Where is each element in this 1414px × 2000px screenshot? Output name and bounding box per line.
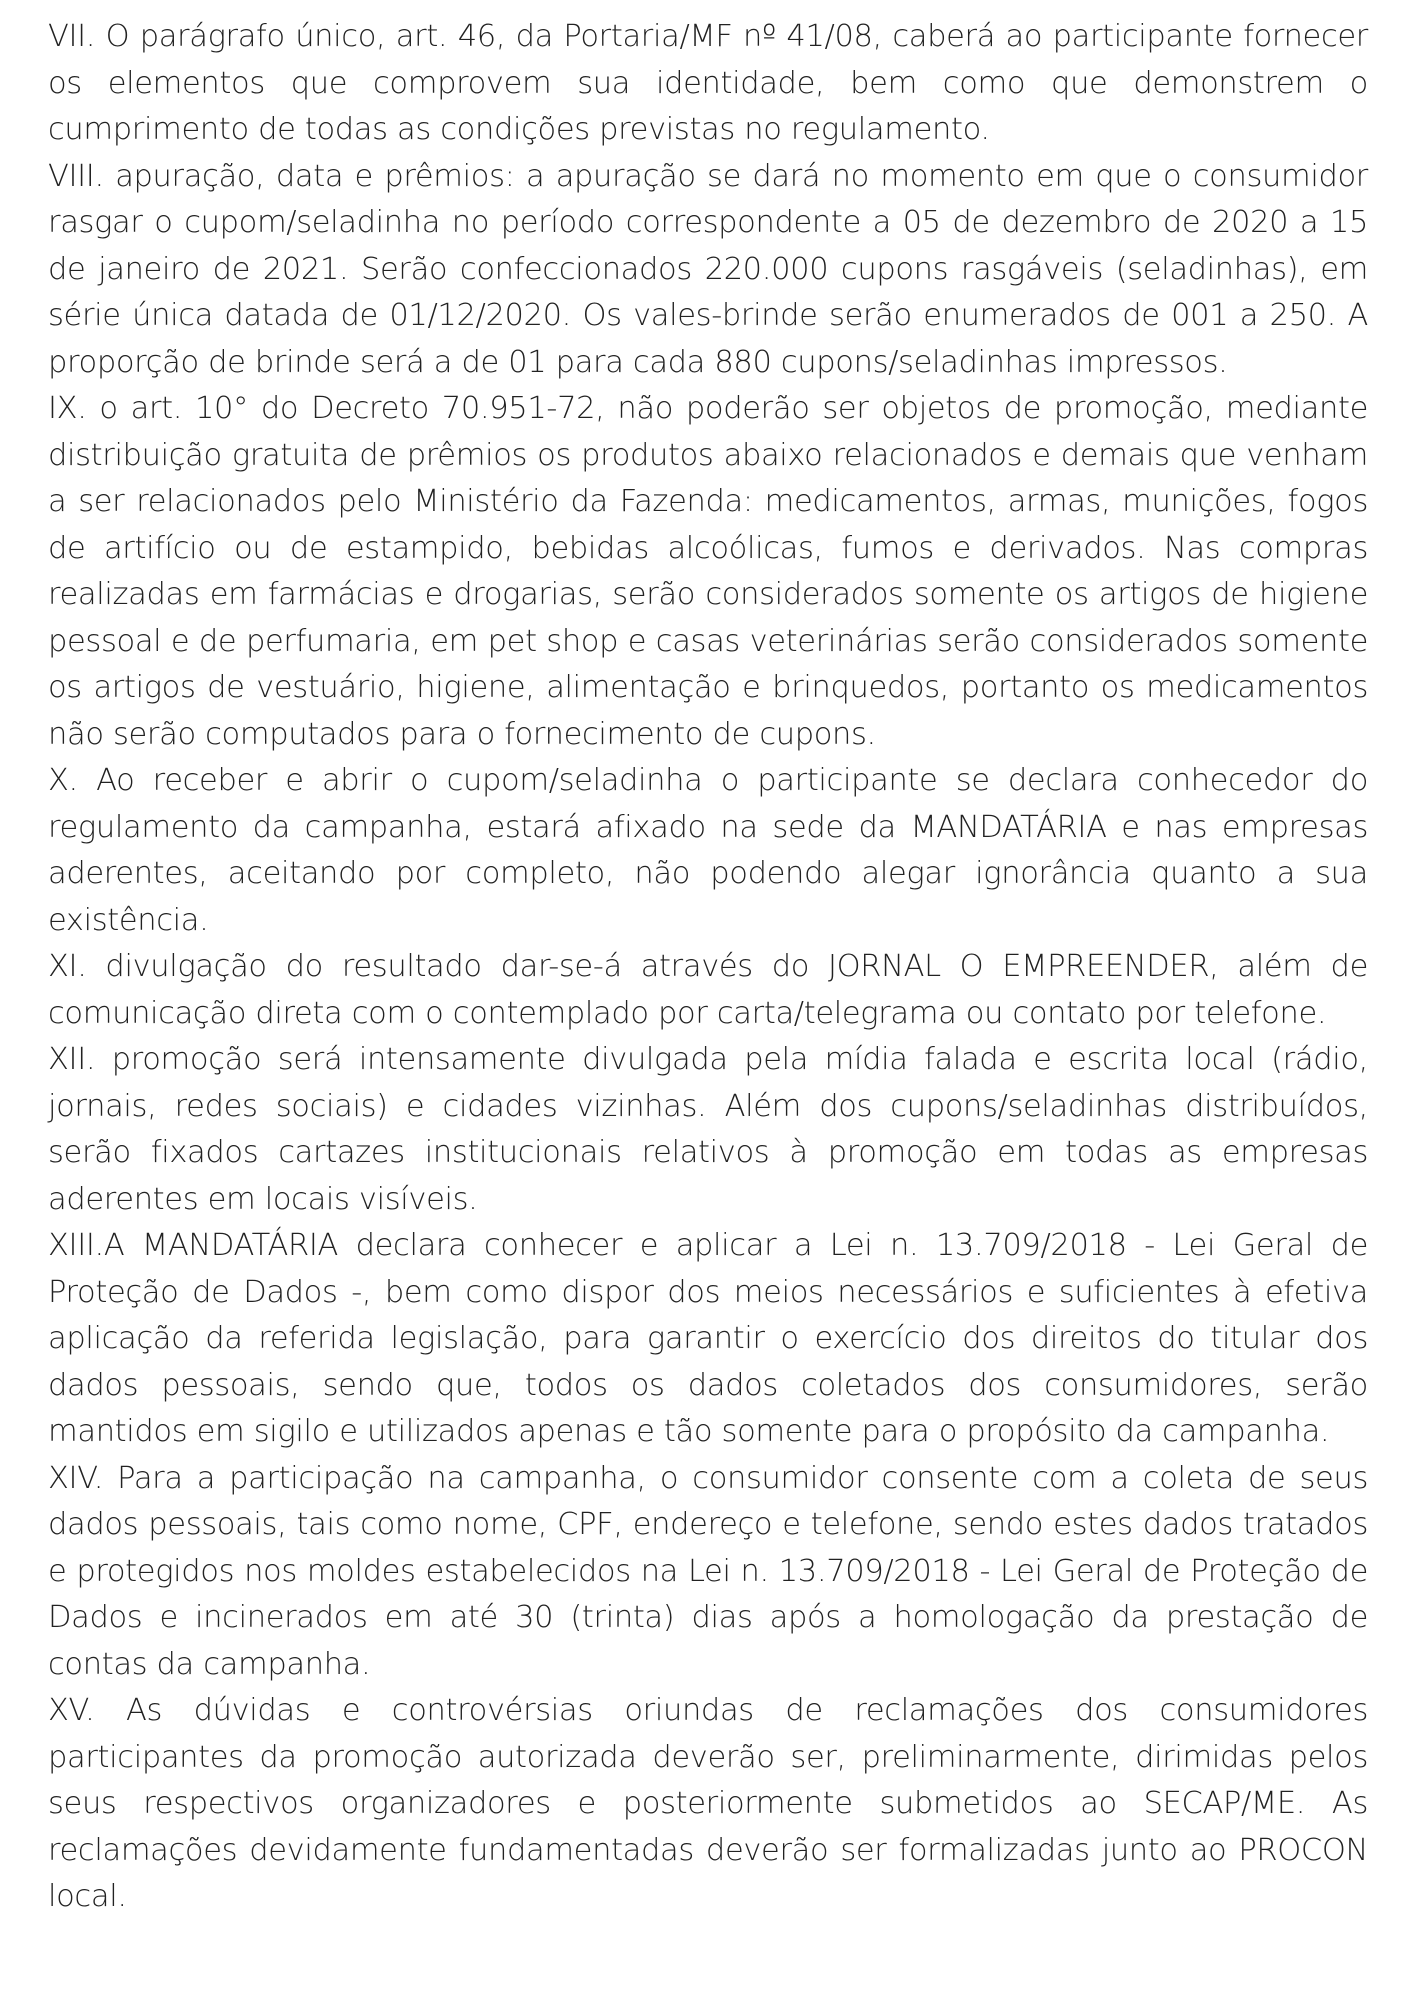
- clause-x: X. Ao receber e abrir o cupom/seladinha o participante se declara conhecedor do regulamento da campanha, estará afixado na sede da MANDATÁRIA e nas empresas aderentes, aceitando por completo, não podendo alegar ignorância quanto a sua existência.: [48, 763, 1368, 938]
- regulation-page: [48, 14, 1368, 1921]
- clause-xiii: XIII.A MANDATÁRIA declara conhecer e aplicar a Lei n. 13.709/2018 - Lei Geral de Proteção de Dados -, bem como dispor dos meios necessários e suficientes à efetiva aplicação da referida legislação, para garantir o exercício dos direitos do titular dos dados pessoais, sendo que, todos os dados coletados dos consumidores, serão mantidos em sigilo e utilizados apenas e tão somente para o propósito da campanha.: [48, 1228, 1368, 1449]
- clause-xiv: XIV. Para a participação na campanha, o consumidor consente com a coleta de seus dados pessoais, tais como nome, CPF, endereço e telefone, sendo estes dados tratados e protegidos nos moldes estabelecidos na Lei n. 13.709/2018 - Lei Geral de Proteção de Dados e incinerados em até 30 (trinta) dias após a homologação da prestação de contas da campanha.: [48, 1460, 1368, 1682]
- clause-xv: XV. As dúvidas e controvérsias oriundas de reclamações dos consumidores participantes da promoção autorizada deverão ser, preliminarmente, dirimidas pelos seus respectivos organizadores e posteriormente submetidos ao SECAP/ME. As reclamações devidamente fundamentadas deverão ser formalizadas junto ao PROCON local.: [48, 1693, 1368, 1914]
- clause-xii: XII. promoção será intensamente divulgada pela mídia falada e escrita local (rádio, jornais, redes sociais) e cidades vizinhas. Além dos cupons/seladinhas distribuídos, serão fixados cartazes institucionais relativos à promoção em todas as empresas aderentes em locais visíveis.: [48, 1042, 1368, 1217]
- clause-xi: XI. divulgação do resultado dar-se-á através do JORNAL O EMPREENDER, além de comunicação direta com o contemplado por carta/telegrama ou contato por telefone.: [48, 949, 1368, 1031]
- clause-vii: VII. O parágrafo único, art. 46, da Portaria/MF nº 41/08, caberá ao participante fornecer os elementos que comprovem sua identidade, bem como que demonstrem o cumprimento de todas as condições previstas no regulamento.: [48, 19, 1368, 147]
- clause-viii: VIII. apuração, data e prêmios: a apuração se dará no momento em que o consumidor rasgar o cupom/seladinha no período correspondente a 05 de dezembro de 2020 a 15 de janeiro de 2021. Serão confeccionados 220.000 cupons rasgáveis (seladinhas), em série única datada de 01/12/2020. Os vales-brinde serão enumerados de 001 a 250. A proporção de brinde será a de 01 para cada 880 cupons/seladinhas impressos.: [48, 158, 1368, 380]
- clause-ix: IX. o art. 10° do Decreto 70.951-72, não poderão ser objetos de promoção, mediante distribuição gratuita de prêmios os produtos abaixo relacionados e demais que venham a ser relacionados pelo Ministério da Fazenda: medicamentos, armas, munições, fogos de artifício ou de estampido, bebidas alcoólicas, fumos e derivados. Nas compras realizadas em farmácias e drogarias, serão considerados somente os artigos de higiene pessoal e de perfumaria, em pet shop e casas veterinárias serão considerados somente os artigos de vestuário, higiene, alimentação e brinquedos, portanto os medicamentos não serão computados para o fornecimento de cupons.: [48, 391, 1368, 752]
